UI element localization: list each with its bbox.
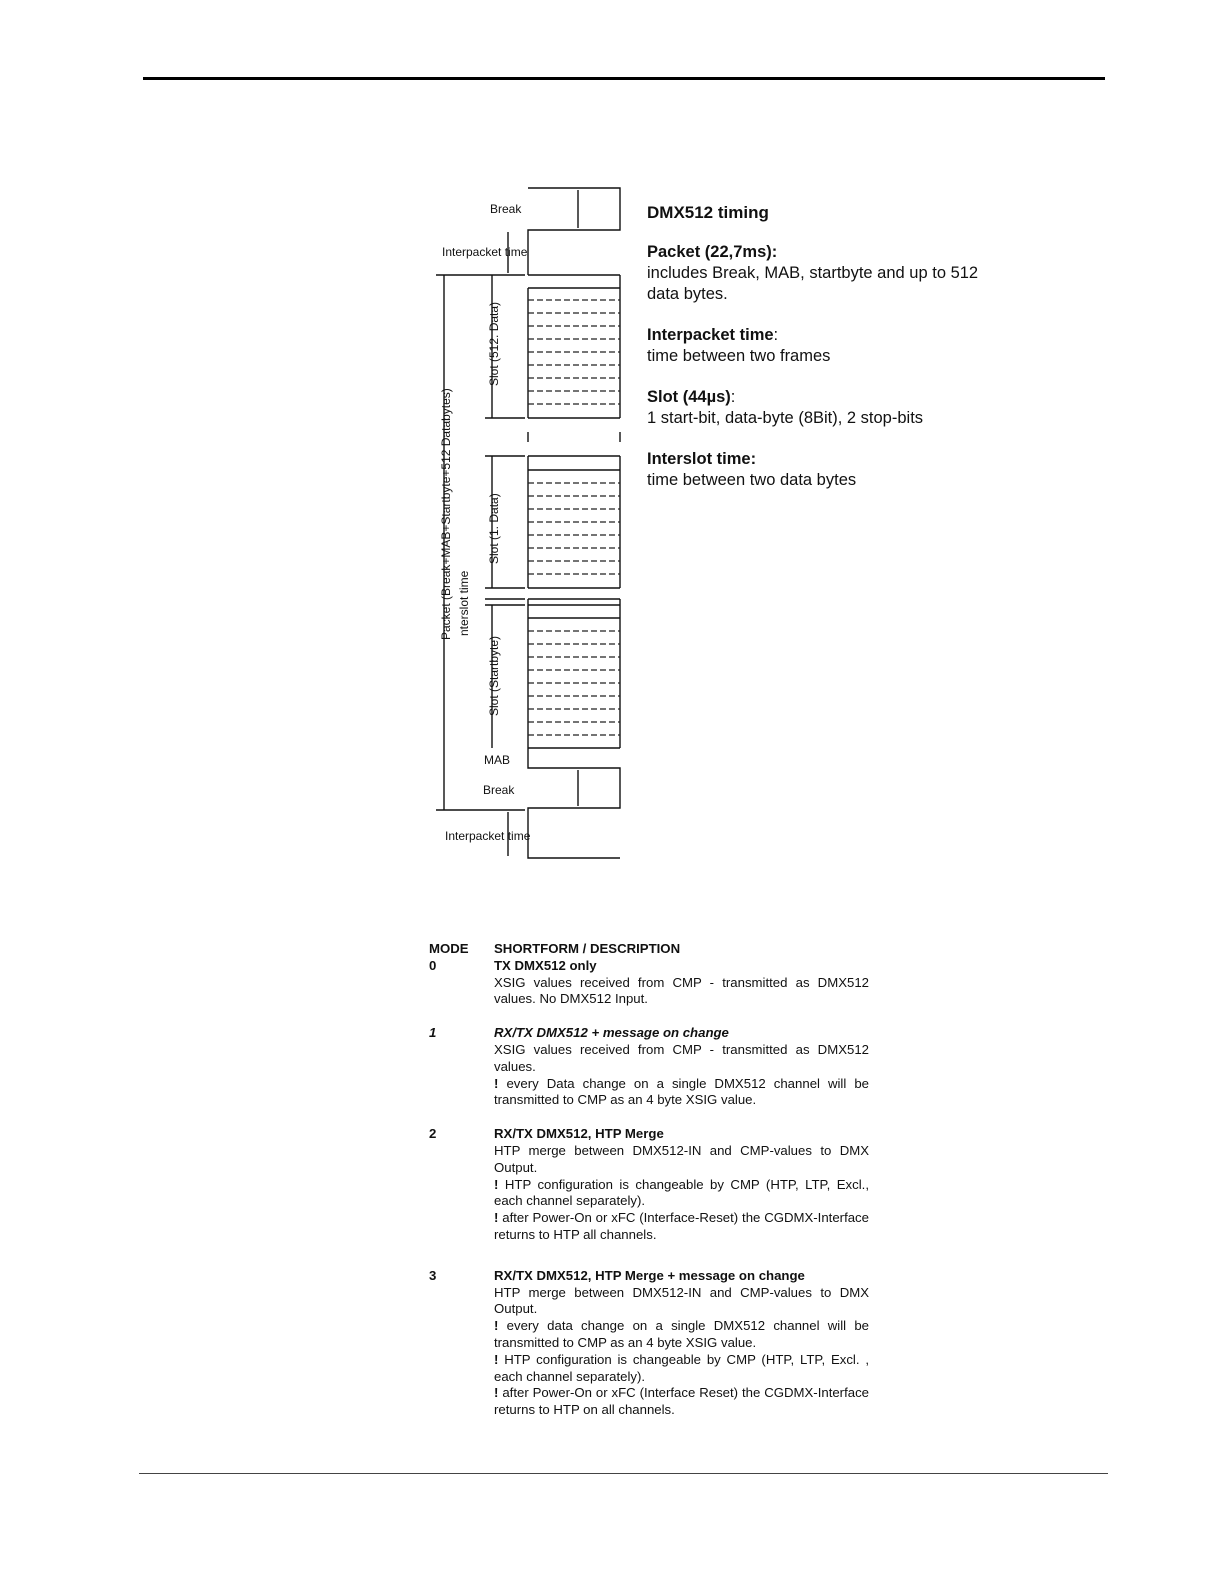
header-description: SHORTFORM / DESCRIPTION xyxy=(494,941,681,956)
legend-entry-interpacket: Interpacket time: time between two frames xyxy=(647,326,831,365)
label-interslot: nterslot time xyxy=(457,570,471,636)
modes-table-header xyxy=(429,941,869,958)
legend-entry-packet: Packet (22,7ms): includes Break, MAB, startbyte and up to 512 data bytes. xyxy=(647,243,979,303)
label-interpacket-bottom: Interpacket time xyxy=(445,829,531,843)
header-mode: MODE xyxy=(429,941,469,956)
mode-row-2: 2 RX/TX DMX512, HTP Merge HTP merge between DMX512-IN and CMP-values to DMX Output. ! HTP configuration is changeable by CMP (HTP, LTP, Excl., each channel separately). ! after Power-On or xFC (Interface-Reset) the CGDMX-Interface returns to HTP all channels. xyxy=(429,1126,869,1242)
footer-rule xyxy=(139,1473,1108,1474)
label-break-top: Break xyxy=(490,202,522,216)
timing-legend xyxy=(647,202,1007,511)
modes-table xyxy=(429,941,869,1419)
label-slot-1: Slot (1. Data) xyxy=(487,493,501,564)
legend-title: DMX512 timing xyxy=(647,203,769,222)
legend-entry-slot: Slot (44µs): 1 start-bit, data-byte (8Bit), 2 stop-bits xyxy=(647,388,924,427)
header-rule xyxy=(143,77,1105,80)
label-interpacket-top: Interpacket time xyxy=(442,245,528,259)
label-packet: Packet (Break+MAB+Startbyte+512 Databytes) xyxy=(439,388,453,640)
mode-row-1: 1 RX/TX DMX512 + message on change XSIG values received from CMP - transmitted as DMX512 values. ! every Data change on a single DMX512 channel will be transmitted to CMP as an 4 byte XSIG value. xyxy=(429,1025,869,1108)
label-slot-512: Slot (512. Data) xyxy=(487,301,501,386)
label-mab: MAB xyxy=(484,753,511,767)
legend-entry-interslot: Interslot time: time between two data bytes xyxy=(647,450,857,489)
label-slot-start: Slot (Startbyte) xyxy=(487,635,501,716)
mode-row-0: 0 TX DMX512 only XSIG values received from CMP - transmitted as DMX512 values. No DMX512 Input. xyxy=(429,957,869,1007)
label-break-bottom: Break xyxy=(483,783,515,797)
dmx512-timing-diagram xyxy=(420,180,640,870)
mode-row-3: 3 RX/TX DMX512, HTP Merge + message on change HTP merge between DMX512-IN and CMP-values to DMX Output. ! every data change on a single DMX512 channel will be transmitted to CMP as an 4 byte XSIG value. ! HTP configuration is changeable by CMP (HTP, LTP, Excl. , each channel separately). ! after Power-On or xFC (Interface Reset) the CGDMX-Interface returns to HTP on all channels. xyxy=(429,1267,870,1418)
break-waveform-top xyxy=(528,188,620,275)
